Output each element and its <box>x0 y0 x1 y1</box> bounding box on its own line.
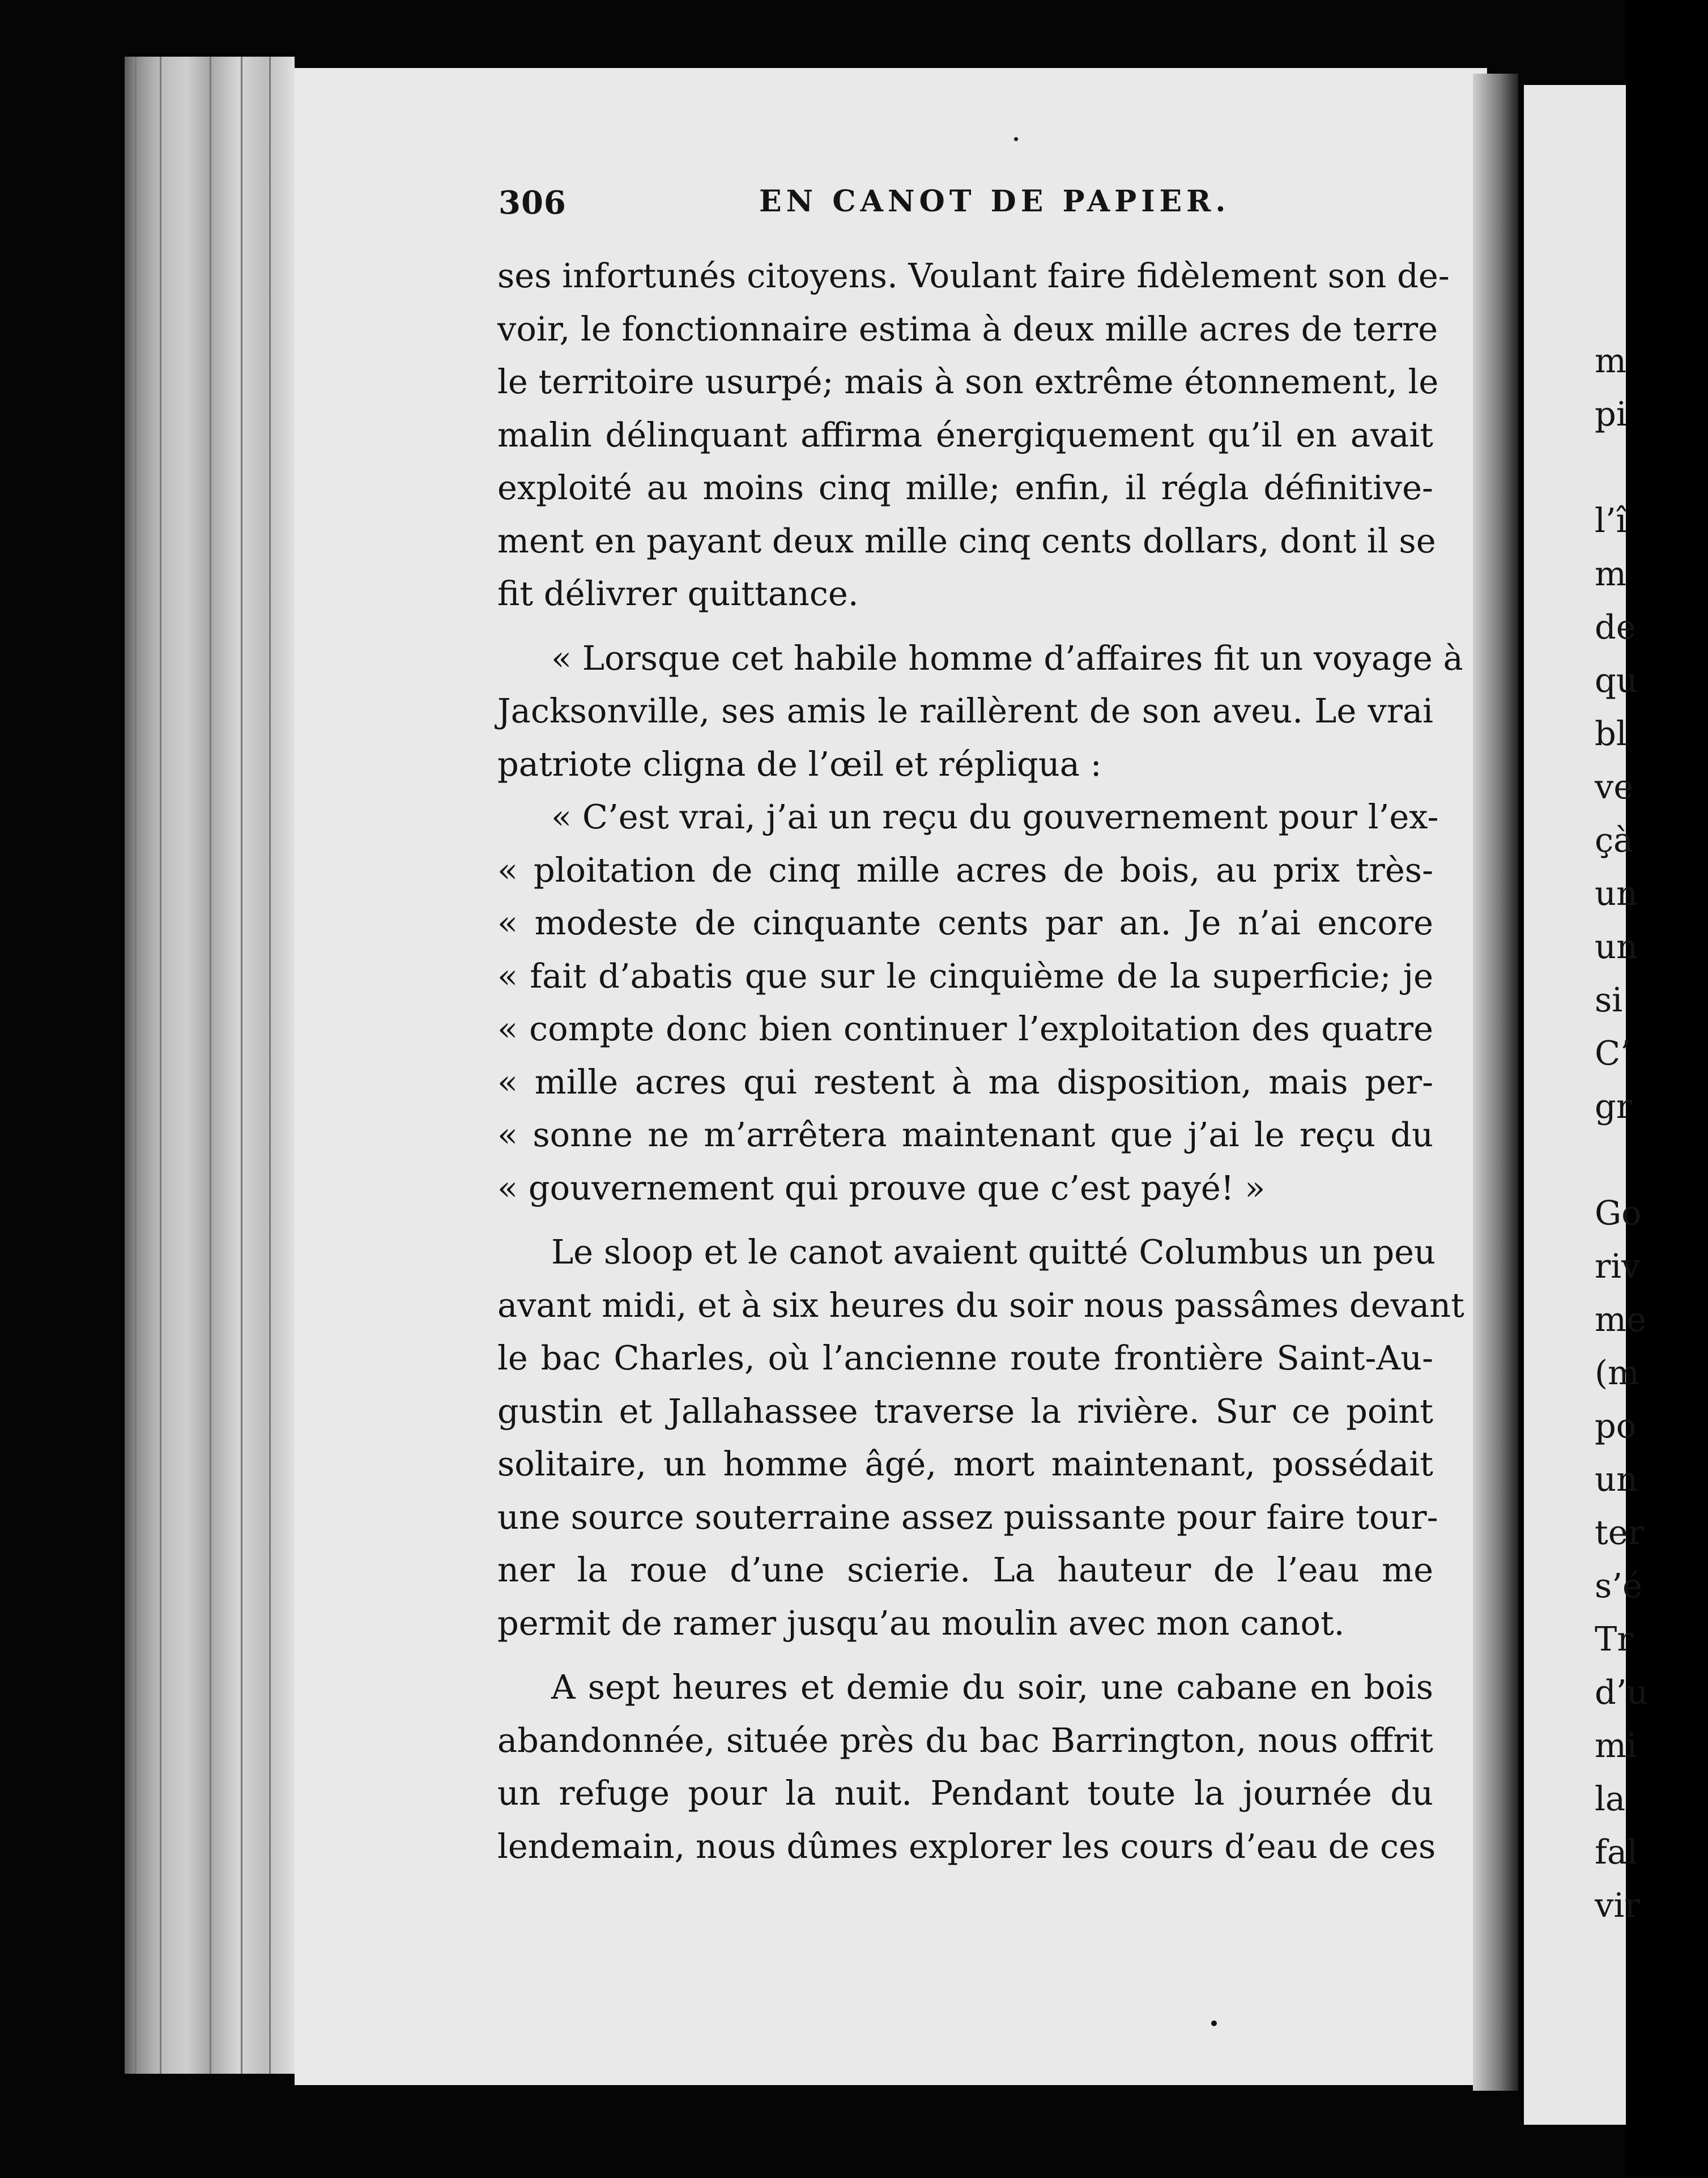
text-line: le bac Charles, où l’ancienne route frontière Saint-Au- <box>497 1338 1433 1377</box>
ink-speck <box>1211 2020 1217 2026</box>
text-line: abandonnée, située près du bac Barrington, nous offrit <box>497 1720 1433 1760</box>
facing-page-fragment: de <box>1595 607 1636 646</box>
text-line: exploité au moins cinq mille; enfin, il régla définitive- <box>497 468 1433 507</box>
text-line: « fait d’abatis que sur le cinquième de la superficie; je <box>497 956 1433 996</box>
facing-page-gap <box>1595 1133 1708 1186</box>
facing-page-fragment: un <box>1595 1460 1638 1499</box>
text-line: ment en payant deux mille cinq cents dollars, dont il se <box>497 521 1436 560</box>
facing-page-fragment: qu <box>1595 661 1638 700</box>
paragraph-gap <box>497 1214 1433 1226</box>
facing-page-fragment: po <box>1595 1406 1637 1445</box>
facing-page-fragment: l’î <box>1595 501 1627 540</box>
text-line: avant midi, et à six heures du soir nous passâmes devant <box>497 1285 1464 1325</box>
paragraph-gap <box>497 620 1433 632</box>
text-line: fit délivrer quittance. <box>497 574 859 613</box>
text-line: « modeste de cinquante cents par an. Je n’ai encore <box>497 903 1433 942</box>
text-line: « ploitation de cinq mille acres de bois, au prix très- <box>497 850 1433 890</box>
text-line: « mille acres qui restent à ma disposition, mais per- <box>497 1062 1433 1101</box>
facing-page-fragment: vir <box>1595 1886 1641 1925</box>
paragraph-gap <box>497 1649 1433 1661</box>
facing-page-fragment: m <box>1595 341 1626 380</box>
facing-page-fragment: C’ <box>1595 1033 1631 1073</box>
text-line: « C’est vrai, j’ai un reçu du gouvernement pour l’ex- <box>551 797 1439 836</box>
text-line: voir, le fonctionnaire estima à deux mille acres de terre <box>497 309 1438 348</box>
page-edge-line <box>269 57 271 2074</box>
text-line: ses infortunés citoyens. Voulant faire fidèlement son de- <box>497 256 1450 295</box>
facing-page-fragment: me <box>1595 1300 1646 1339</box>
facing-page-fragment: la <box>1595 1779 1626 1818</box>
text-line: permit de ramer jusqu’au moulin avec mon canot. <box>497 1603 1345 1643</box>
facing-page-fragment: un <box>1595 927 1638 966</box>
text-line: gustin et Jallahassee traverse la rivière. Sur ce point <box>497 1391 1433 1431</box>
ink-speck <box>1014 137 1018 141</box>
facing-page-fragment: un <box>1595 874 1638 913</box>
page-edge-line <box>241 57 242 2074</box>
facing-page-fragment: (m <box>1595 1353 1639 1392</box>
facing-page-fragment: ve <box>1595 767 1634 806</box>
text-line: une source souterraine assez puissante pour faire tour- <box>497 1497 1438 1537</box>
facing-page-gap <box>1595 441 1708 494</box>
page-number: 306 <box>499 184 567 222</box>
body-text <box>497 249 1464 1873</box>
text-line: « gouvernement qui prouve que c’est payé! » <box>497 1168 1266 1207</box>
facing-page-fragment: pi <box>1595 394 1627 433</box>
facing-page-fragment: fal <box>1595 1832 1638 1871</box>
facing-page-fragment: bl <box>1595 714 1627 753</box>
facing-page-fragment: riv <box>1595 1247 1641 1286</box>
facing-page-fragment: si <box>1595 980 1623 1019</box>
facing-page-fragment: Tr <box>1595 1619 1633 1658</box>
text-line: lendemain, nous dûmes explorer les cours d’eau de ces <box>497 1826 1436 1866</box>
facing-page-fragment: gr <box>1595 1087 1632 1126</box>
facing-page-fragment: d’u <box>1595 1673 1649 1712</box>
text-line: A sept heures et demie du soir, une cabane en bois <box>551 1667 1433 1707</box>
facing-page-fragment: ter <box>1595 1513 1644 1552</box>
facing-page-fragment: s’é <box>1595 1566 1642 1605</box>
facing-page-fragment: m <box>1595 554 1626 593</box>
text-line: « Lorsque cet habile homme d’affaires fit un voyage à <box>551 638 1463 678</box>
facing-page-fragment: mi <box>1595 1726 1637 1765</box>
facing-page-fragment: Go <box>1595 1193 1642 1232</box>
text-line: Le sloop et le canot avaient quitté Columbus un peu <box>551 1232 1436 1271</box>
text-line: « compte donc bien continuer l’exploitation des quatre <box>497 1009 1433 1048</box>
text-line: patriote cligna de l’œil et répliqua : <box>497 744 1102 784</box>
text-line: Jacksonville, ses amis le raillèrent de son aveu. Le vrai <box>497 691 1433 730</box>
facing-page-text <box>1595 334 1708 1932</box>
page-edge-line <box>160 57 161 2074</box>
text-line: malin délinquant affirma énergiquement qu’il en avait <box>497 415 1433 454</box>
page-edge-stack <box>125 57 295 2074</box>
page-edge-line <box>210 57 211 2074</box>
text-line: « sonne ne m’arrêtera maintenant que j’ai le reçu du <box>497 1115 1433 1154</box>
book-gutter <box>1473 74 1518 2091</box>
facing-page-fragment: çà <box>1595 820 1634 860</box>
text-line: solitaire, un homme âgé, mort maintenant, possédait <box>497 1444 1433 1483</box>
text-line: un refuge pour la nuit. Pendant toute la journée du <box>497 1773 1433 1813</box>
text-line: le territoire usurpé; mais à son extrême étonnement, le <box>497 362 1439 401</box>
text-line: ner la roue d’une scierie. La hauteur de l’eau me <box>497 1550 1433 1589</box>
book-title: EN CANOT DE PAPIER. <box>759 184 1230 219</box>
page-edge-line <box>135 57 137 2074</box>
facing-page <box>1524 85 1649 2125</box>
running-head <box>499 184 1433 229</box>
